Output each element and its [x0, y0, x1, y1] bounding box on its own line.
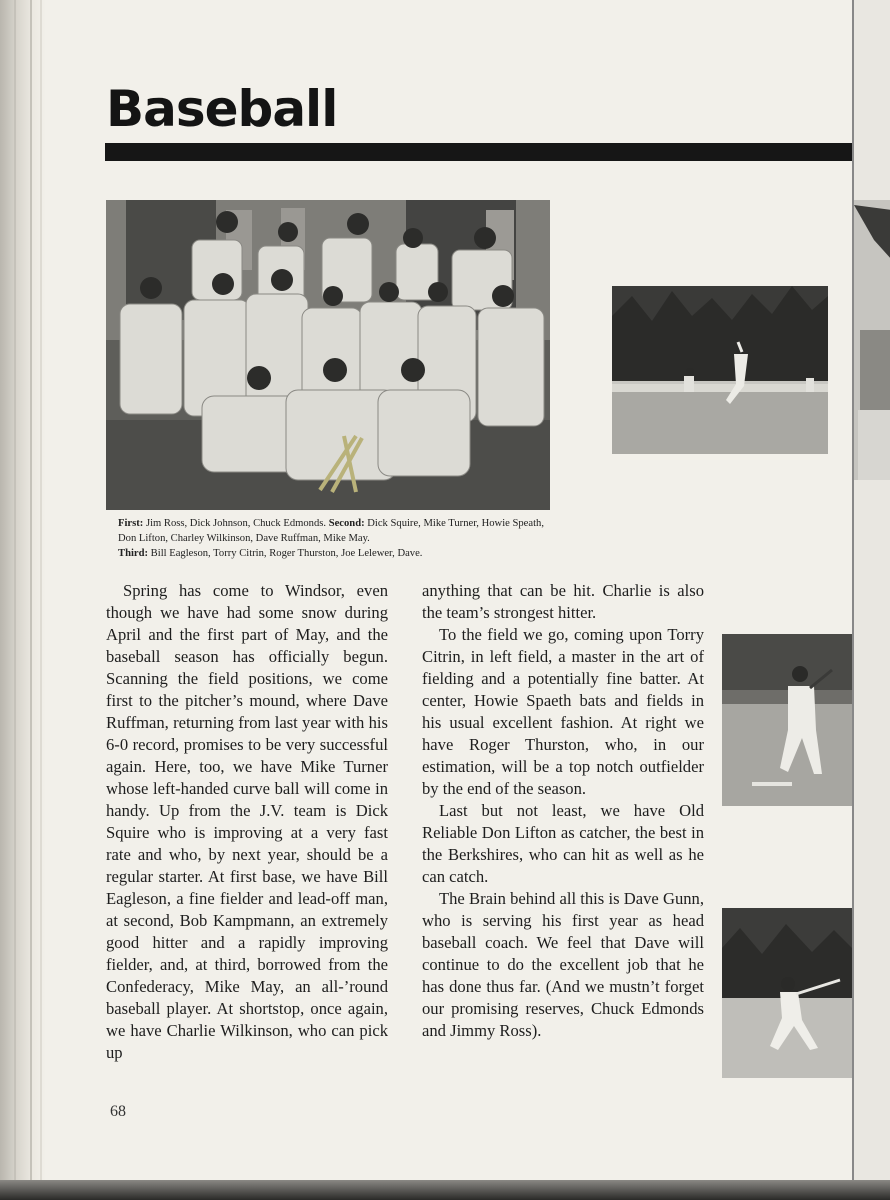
team-photo-image — [106, 200, 550, 510]
article-paragraph-continuation: anything that can be hit. Charlie is also the team’s strongest hitter. — [422, 581, 704, 622]
caption-row-first-label: First: — [118, 518, 144, 529]
caption-row-third-names: Bill Eagleson, Torry Citrin, Roger Thurston, Joe Lelewer, Dave. — [148, 548, 423, 559]
binding-fold-line — [40, 0, 42, 1182]
title-rule — [105, 143, 852, 161]
binding-fold-line — [14, 0, 16, 1182]
team-photo — [106, 200, 550, 510]
article-paragraph: Spring has come to Windsor, even though we have had some snow during April and the first part of May, and the baseball season has officially begun. Scanning the field positions, we come first to the pitcher’s mound, where Dave Ruffman, returning from last year with his 6-0 record, promises to be very successful again. Here, too, we have Mike Turner whose left-handed curve ball will come in handy. Up from the J.V. team is Dick Squire who is improving at a very fast rate and who, by next year, should be a regular starter. At first base, we have Bill Eagleson, a fine fielder and lead-off man, at second, Bob Kampmann, an extremely good hitter and a rapidly improving fielder, and, at third, borrowed from the Confederacy, Mike May, an all-’round baseball player. At shortstop, once again, we have Charlie Wilkinson, who can pick up — [106, 581, 388, 1062]
page-bottom-edge — [0, 1180, 890, 1200]
article-right-column — [422, 580, 704, 1042]
page-title: Baseball — [106, 80, 338, 138]
photo-caption — [118, 516, 558, 561]
swing-photo — [722, 908, 852, 1078]
page-number: 68 — [110, 1103, 126, 1120]
facing-page-edge — [852, 0, 890, 1182]
article-paragraph: Last but not least, we have Old Reliable Don Lifton as catcher, the best in the Berkshires, who can hit as well as he can catch. — [422, 801, 704, 886]
article-paragraph: To the field we go, coming upon Torry Citrin, in left field, a master in the art of fielding and a potentially fine batter. At center, Howie Spaeth bats and fields in his usual excellent fashion. At right we have Roger Thurston, who, in our estimation, will be a top notch outfielder by the end of the season. — [422, 625, 704, 798]
caption-row-third-label: Third: — [118, 548, 149, 559]
binding-fold-line — [30, 0, 32, 1182]
pitching-photo-image — [612, 286, 828, 454]
caption-row-first-names: Jim Ross, Dick Johnson, Chuck Edmonds. — [143, 518, 329, 529]
batting-photo-image — [722, 634, 852, 806]
article-left-column — [106, 580, 388, 1064]
caption-row-second-label: Second: — [328, 518, 365, 529]
pitching-photo — [612, 286, 828, 454]
batting-photo — [722, 634, 852, 806]
facing-page-photo-fragment — [854, 0, 890, 1182]
swing-photo-image — [722, 908, 852, 1078]
article-paragraph: The Brain behind all this is Dave Gunn, who is serving his first year as head baseball coach. We feel that Dave will continue to do the excellent job that he has done thus far. (And we mustn’t forget our promising reserves, Chuck Edmonds and Jimmy Ross). — [422, 889, 704, 1040]
page-binding — [0, 0, 46, 1182]
caption-row-second-names: Dick Squire, Mike Turner, Howie Speath, Don Lifton, Charley Wilkinson, Dave Ruffman, Mike May. — [118, 518, 544, 544]
